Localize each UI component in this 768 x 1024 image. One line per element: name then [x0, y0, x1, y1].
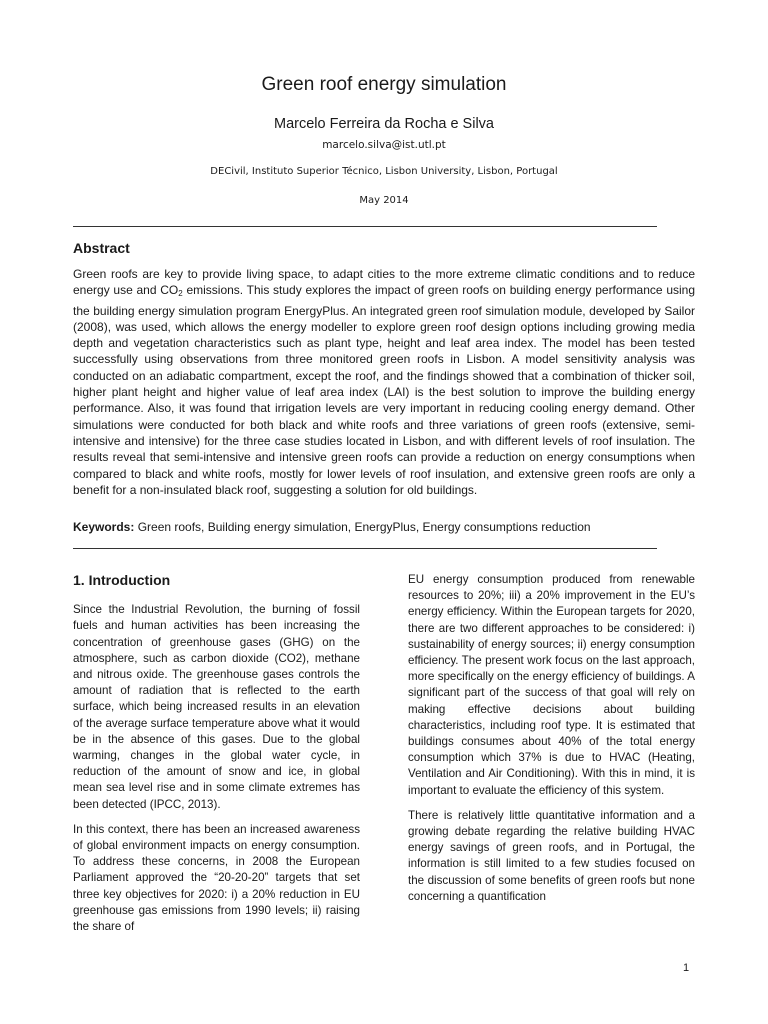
left-column	[73, 572, 360, 944]
intro-paragraph-1: Since the Industrial Revolution, the burning of fossil fuels and human activities has been increasing the concentration of greenhouse gases (GHG) on the atmosphere, such as carbon dioxide (CO2), methane and nitrous oxide. The greenhouse gases controls the amount of radiation that is reflected to the earth surface, which being increased results in an elevation of the average surface temperature above what it would be in the absence of this gases. Due to the global warming, changes in the global water cycle, in reduction of the amount of snow and ice, in global mean sea level rise and in some climate extremes has been detected (IPCC, 2013).	[73, 603, 360, 811]
author-name: Marcelo Ferreira da Rocha e Silva	[273, 116, 494, 132]
abstract-body	[73, 266, 695, 498]
header-divider	[73, 226, 657, 227]
right-column	[408, 572, 695, 914]
page-number: 1	[683, 962, 690, 974]
abstract-text-part2: emissions. This study explores the impact of green roofs on building energy performance using the building energy simulation program EnergyPlus. An integrated green roof simulation module, developed by Sailor (2008), was used, which allows the energy modeller to explore green roof design options including growing media depth and vegetation characteristics such as plant type, height and leaf area index. The model has been tested successfully using observations from three monitored green roofs in Lisbon. A model sensitivity analysis was conducted on an adiabatic compartment, except the roof, and the findings showed that a combination of thicker soil, higher plant height and higher value of leaf area index (LAI) is the best solution to improve the building energy performance. Also, it was found that irrigation levels are very important in reducing cooling energy demand. Other simulations were conducted for both black and white roofs and three variations of green roofs (extensive, semi-intensive and intensive) for the three case studies located in Lisbon, and with different levels of roof insulation. The results reveal that semi-intensive and intensive green roofs can provide a reduction on energy consumptions when compared to black and white roofs, mostly for lower levels of roof insulation, and extensive green roofs are only a benefit for a non-insulated black roof, suggesting a solution for old buildings.	[73, 283, 696, 497]
keywords-label: Keywords:	[73, 520, 135, 534]
intro-paragraph-2: In this context, there has been an increased awareness of global environment impacts on energy consumption. To address these concerns, in 2008 the European Parliament approved the “20-20-20” targets that set three key objectives for 2020: i) a 20% reduction in EU greenhouse gas emissions from 1990 levels; ii) raising the share of	[73, 822, 360, 934]
author-affiliation: DECivil, Instituto Superior Técnico, Lisbon University, Lisbon, Portugal	[210, 166, 558, 177]
abstract-heading: Abstract	[73, 240, 130, 256]
abstract-divider	[73, 548, 657, 549]
paper-title: Green roof energy simulation	[261, 74, 507, 95]
keywords	[73, 519, 695, 535]
section-heading-introduction: 1. Introduction	[73, 572, 171, 588]
keywords-text: Green roofs, Building energy simulation, EnergyPlus, Energy consumptions reduction	[134, 520, 591, 534]
intro-paragraph-4: There is relatively little quantitative information and a growing debate regarding the relative building HVAC energy savings of green roofs, and in Portugal, the information is still limited to a few studies focused on the discussion of some benefits of green roofs but none concerning a quantification	[408, 808, 695, 903]
author-email: marcelo.silva@ist.utl.pt	[322, 139, 446, 151]
paper-date: May 2014	[359, 195, 409, 206]
intro-paragraph-3: EU energy consumption produced from renewable resources to 20%; iii) a 20% improvement in the EU’s energy efficiency. Within the European targets for 2020, there are two different approaches to be considered: i) sustainability of energy sources; ii) energy consumption efficiency. The present work focus on the last approach, more specifically on the energy efficiency of buildings. A significant part of the success of that goal will rely on making effective decisions about building characteristics, including roof type. It is estimated that buildings consumes about 40% of the total energy consumption which 37% is due to HVAC (Heating, Ventilation and Air Conditioning). With this in mind, it is important to evaluate the efficiency of this system.	[408, 573, 695, 797]
co2-subscript: 2	[178, 289, 183, 299]
abstract-text-part1: Green roofs are key to provide living space, to adapt cities to the more extreme climatic conditions and to reduce energy use and CO	[73, 267, 695, 298]
